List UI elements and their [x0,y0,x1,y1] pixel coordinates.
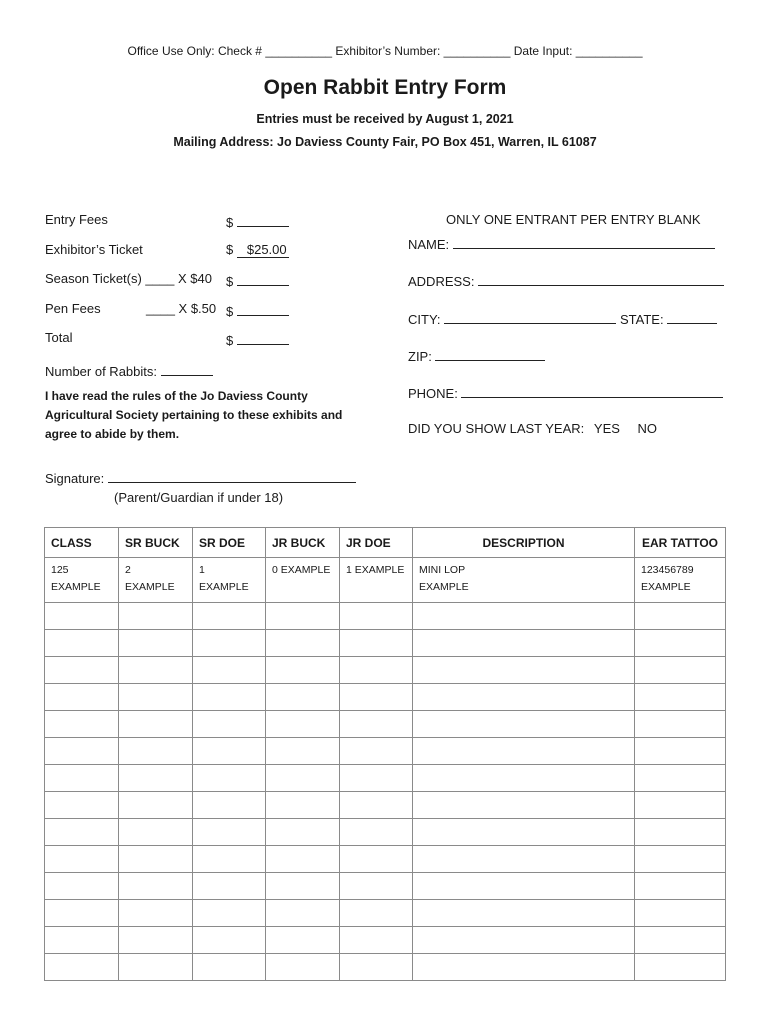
table-cell[interactable] [266,873,340,900]
name-blank[interactable] [453,234,715,249]
table-cell[interactable] [193,954,266,981]
total-field[interactable] [226,330,289,348]
phone-blank[interactable] [461,383,723,398]
table-cell[interactable] [340,765,413,792]
table-cell[interactable] [119,765,193,792]
table-cell[interactable] [45,657,119,684]
table-cell[interactable] [193,819,266,846]
table-cell[interactable] [340,873,413,900]
table-cell[interactable] [635,657,726,684]
table-cell[interactable] [266,684,340,711]
table-cell[interactable] [266,954,340,981]
table-cell[interactable] [413,846,635,873]
table-row [45,738,726,765]
entry-fees-blank[interactable] [237,212,289,227]
example-sr-buck: 2 EXAMPLE [119,558,193,603]
table-row [45,765,726,792]
table-cell[interactable] [119,711,193,738]
table-cell[interactable] [45,738,119,765]
table-row [45,900,726,927]
num-rabbits-blank[interactable] [161,361,213,376]
table-cell[interactable] [635,873,726,900]
table-cell[interactable] [413,684,635,711]
header-sr-doe: SR DOE [193,528,266,558]
table-cell[interactable] [266,630,340,657]
table-cell[interactable] [45,927,119,954]
pen-fees-label: Pen Fees [45,301,101,316]
city-field[interactable] [408,309,616,327]
table-cell[interactable] [193,711,266,738]
city-label: CITY: [408,312,441,327]
no-option[interactable]: NO [637,421,658,436]
phone-label: PHONE: [408,386,458,401]
header-jr-buck: JR BUCK [266,528,340,558]
dollar-sign: $ [226,242,234,257]
table-cell[interactable] [340,792,413,819]
header-ear-tattoo: EAR TATTOO [635,528,726,558]
table-cell[interactable] [193,900,266,927]
table-cell[interactable] [340,954,413,981]
header-class: CLASS [45,528,119,558]
table-cell[interactable] [193,738,266,765]
table-cell[interactable] [119,684,193,711]
table-row [45,819,726,846]
table-cell[interactable] [119,792,193,819]
header-sr-buck: SR BUCK [119,528,193,558]
table-cell[interactable] [119,873,193,900]
example-ear-tattoo: 123456789 EXAMPLE [635,558,726,603]
table-cell[interactable] [119,657,193,684]
total-label: Total [45,330,73,345]
zip-blank[interactable] [435,346,545,361]
table-cell[interactable] [635,792,726,819]
table-cell[interactable] [413,738,635,765]
zip-field[interactable] [408,346,545,364]
pen-fees-rate: ____ X $.50 [146,301,217,316]
table-cell[interactable] [266,603,340,630]
table-row [45,603,726,630]
table-cell[interactable] [340,927,413,954]
table-cell[interactable] [119,630,193,657]
table-cell[interactable] [635,900,726,927]
name-label: NAME: [408,237,450,252]
show-last-year [408,421,657,436]
table-cell[interactable] [45,846,119,873]
table-cell[interactable] [340,846,413,873]
table-cell[interactable] [266,846,340,873]
table-cell[interactable] [193,657,266,684]
table-cell[interactable] [413,792,635,819]
table-cell[interactable] [635,819,726,846]
state-field[interactable] [620,309,717,327]
page-title: Open Rabbit Entry Form [263,76,507,99]
yes-option[interactable]: YES [593,421,620,436]
season-tickets-label: Season Ticket(s) ____ X $40 [45,271,212,286]
example-jr-doe: 1 EXAMPLE [340,558,413,603]
exhibitor-ticket-field [226,242,289,257]
dollar-sign: $ [226,304,234,319]
example-jr-buck: 0 EXAMPLE [266,558,340,603]
address-label: ADDRESS: [408,274,475,289]
table-cell[interactable] [413,603,635,630]
signature-field[interactable] [45,468,356,486]
dollar-sign: $ [226,215,234,230]
pen-fees-field[interactable] [226,301,289,319]
table-row [45,792,726,819]
table-cell[interactable] [340,657,413,684]
dollar-sign: $ [226,333,234,348]
table-cell[interactable] [266,738,340,765]
city-blank[interactable] [444,309,616,324]
table-cell[interactable] [45,765,119,792]
table-cell[interactable] [413,900,635,927]
example-class: 125 EXAMPLE [45,558,119,603]
header-jr-doe: JR DOE [340,528,413,558]
table-cell[interactable] [193,846,266,873]
table-cell[interactable] [635,846,726,873]
table-cell[interactable] [413,927,635,954]
office-use-line: Office Use Only: Check # __________ Exhibitor’s Number: __________ Date Input: __________ [127,44,643,58]
table-cell[interactable] [635,954,726,981]
table-cell[interactable] [266,765,340,792]
table-cell[interactable] [119,738,193,765]
exhibitor-ticket-label: Exhibitor’s Ticket [45,242,143,257]
table-cell[interactable] [45,819,119,846]
table-cell[interactable] [119,954,193,981]
table-cell[interactable] [340,711,413,738]
table-cell[interactable] [340,819,413,846]
table-cell[interactable] [193,927,266,954]
pen-fees-blank[interactable] [237,301,289,316]
zip-label: ZIP: [408,349,432,364]
table-cell[interactable] [635,603,726,630]
table-cell[interactable] [119,846,193,873]
table-row [45,954,726,981]
table-cell[interactable] [45,711,119,738]
signature-label: Signature: [45,471,105,486]
example-sr-doe: 1 EXAMPLE [193,558,266,603]
agreement-text: I have read the rules of the Jo Daviess County Agricultural Society pertaining to these exhibits and agree to abide by them. [45,389,343,441]
table-cell[interactable] [413,873,635,900]
signature-blank[interactable] [108,468,356,483]
table-cell[interactable] [119,819,193,846]
table-cell[interactable] [635,711,726,738]
table-cell[interactable] [266,711,340,738]
table-cell[interactable] [413,819,635,846]
example-description: MINI LOP EXAMPLE [413,558,635,603]
table-cell[interactable] [635,630,726,657]
table-cell[interactable] [266,819,340,846]
table-cell[interactable] [193,873,266,900]
address-field[interactable] [408,271,724,289]
table-row [45,630,726,657]
table-cell[interactable] [193,603,266,630]
table-row [45,927,726,954]
entries-table [44,527,726,981]
table-cell[interactable] [193,765,266,792]
table-cell[interactable] [340,684,413,711]
table-cell[interactable] [119,900,193,927]
entry-fees-label: Entry Fees [45,212,108,227]
season-tickets-blank[interactable] [237,271,289,286]
name-field[interactable] [408,234,715,252]
table-cell[interactable] [45,900,119,927]
table-cell[interactable] [413,657,635,684]
table-cell[interactable] [635,927,726,954]
mailing-address: Mailing Address: Jo Daviess County Fair, PO Box 451, Warren, IL 61087 [173,135,597,149]
phone-field[interactable] [408,383,723,401]
header-description: DESCRIPTION [413,528,635,558]
table-cell[interactable] [413,954,635,981]
table-cell[interactable] [193,630,266,657]
entrant-heading: ONLY ONE ENTRANT PER ENTRY BLANK [446,212,701,227]
state-label: STATE: [620,312,664,327]
table-row [45,657,726,684]
table-cell[interactable] [45,684,119,711]
state-blank[interactable] [667,309,717,324]
example-row [45,558,726,603]
table-cell[interactable] [193,792,266,819]
table-cell[interactable] [45,630,119,657]
table-cell[interactable] [193,684,266,711]
show-last-year-label: DID YOU SHOW LAST YEAR: [408,421,585,436]
exhibitor-ticket-amount: $25.00 [237,242,289,258]
table-cell[interactable] [45,873,119,900]
num-rabbits-field[interactable] [45,361,213,379]
table-header-row [45,528,726,558]
table-cell[interactable] [266,900,340,927]
season-tickets-field[interactable] [226,271,289,289]
table-cell[interactable] [45,792,119,819]
table-cell[interactable] [413,765,635,792]
entry-fees-field[interactable] [226,212,289,230]
table-cell[interactable] [45,603,119,630]
table-cell[interactable] [119,603,193,630]
table-cell[interactable] [266,792,340,819]
table-cell[interactable] [635,684,726,711]
table-cell[interactable] [266,657,340,684]
table-cell[interactable] [413,711,635,738]
table-cell[interactable] [340,630,413,657]
table-cell[interactable] [340,603,413,630]
num-rabbits-label: Number of Rabbits: [45,364,157,379]
entry-deadline: Entries must be received by August 1, 2021 [256,112,514,126]
address-blank[interactable] [478,271,724,286]
table-cell[interactable] [45,954,119,981]
table-row [45,846,726,873]
table-cell[interactable] [340,738,413,765]
table-cell[interactable] [635,738,726,765]
table-cell[interactable] [119,927,193,954]
table-row [45,711,726,738]
total-blank[interactable] [237,330,289,345]
table-row [45,684,726,711]
table-cell[interactable] [413,630,635,657]
table-cell[interactable] [635,765,726,792]
table-cell[interactable] [266,927,340,954]
dollar-sign: $ [226,274,234,289]
table-cell[interactable] [340,900,413,927]
signature-note: (Parent/Guardian if under 18) [114,490,284,505]
table-row [45,873,726,900]
